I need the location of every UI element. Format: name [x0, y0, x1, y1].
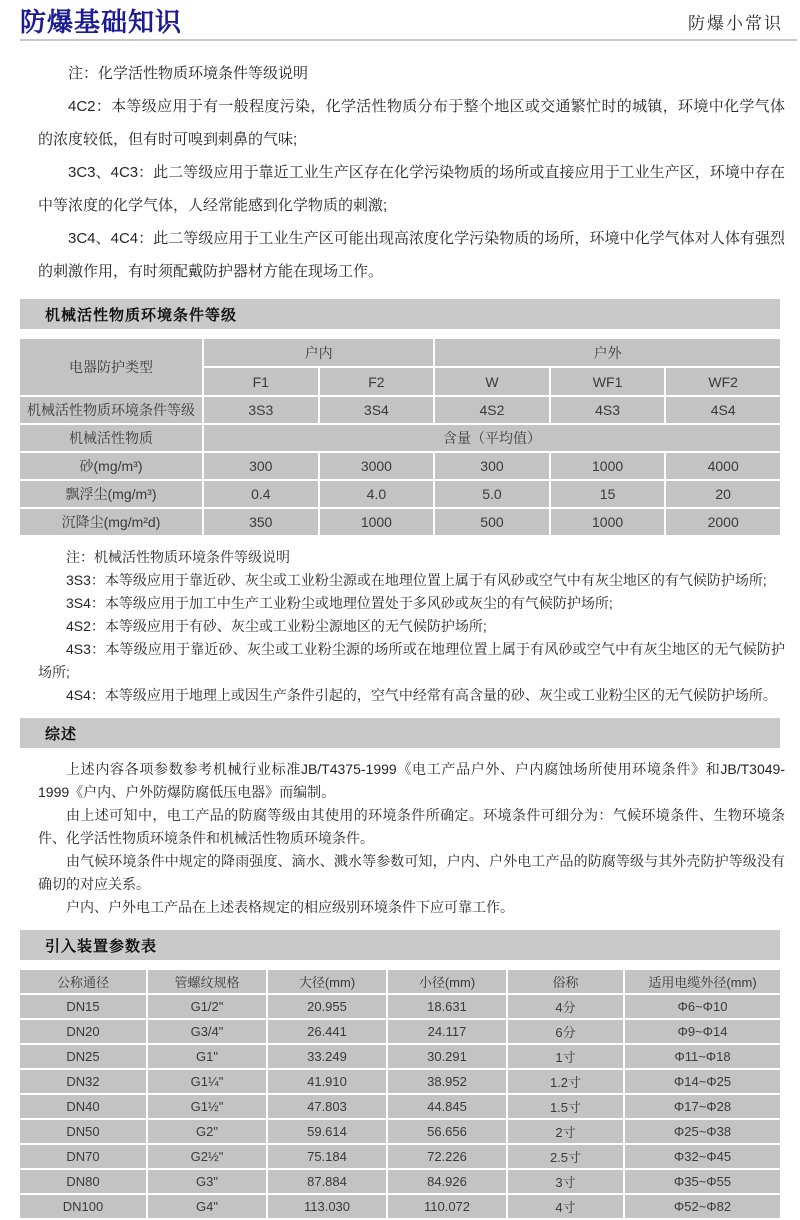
content-header-cell: 含量（平均值）: [204, 425, 780, 451]
value-cell: 4000: [666, 453, 780, 479]
type-col-cell: WF1: [551, 368, 665, 395]
cell: 3寸: [508, 1170, 623, 1193]
section-title-summary: 综述: [45, 725, 78, 743]
summary-paragraph: 户内、户外电工产品在上述表格规定的相应级别环境条件下应可靠工作。: [66, 899, 514, 915]
intro-block: [38, 57, 785, 288]
cell: Φ6~Φ10: [625, 995, 780, 1018]
cell: 26.441: [268, 1020, 386, 1043]
cell: 6分: [508, 1020, 623, 1043]
cell: G1½": [148, 1095, 266, 1118]
cell: G2": [148, 1120, 266, 1143]
table-header-row: [20, 970, 780, 993]
cell: 44.845: [388, 1095, 506, 1118]
grade-cell: 4S3: [551, 397, 665, 423]
header-cell: 小径(mm): [388, 970, 506, 993]
type-col-cell: WF2: [666, 368, 780, 395]
cell: Φ35~Φ55: [625, 1170, 780, 1193]
cell: 75.184: [268, 1145, 386, 1168]
table-row: [20, 453, 780, 479]
table-row: [20, 995, 780, 1018]
cell: DN20: [20, 1020, 146, 1043]
cell: Φ25~Φ38: [625, 1120, 780, 1143]
table-row: [20, 481, 780, 507]
cell: 33.249: [268, 1045, 386, 1068]
note-line: 3S3：本等级应用于靠近砂、灰尘或工业粉尘源或在地理位置上属于有风砂或空气中有灰尘地区的有气候防护场所;: [66, 572, 767, 588]
substance-header-cell: 机械活性物质: [20, 425, 202, 451]
intro-paragraph: 4C2：本等级应用于有一般程度污染，化学活性物质分布于整个地区或交通繁忙时的城镇，环境中化学气体的浓度较低，但有时可嗅到刺鼻的气味;: [38, 98, 785, 148]
section-bar-mech: [20, 299, 780, 329]
cell: DN50: [20, 1120, 146, 1143]
header-cell: 管螺纹规格: [148, 970, 266, 993]
cell: 1寸: [508, 1045, 623, 1068]
grade-label-cell: 机械活性物质环境条件等级: [20, 397, 202, 423]
header-cell: 适用电缆外径(mm): [625, 970, 780, 993]
value-cell: 0.4: [204, 481, 318, 507]
cell: 84.926: [388, 1170, 506, 1193]
cell: DN40: [20, 1095, 146, 1118]
value-cell: 3000: [320, 453, 434, 479]
value-cell: 2000: [666, 509, 780, 535]
cell: Φ11~Φ18: [625, 1045, 780, 1068]
cell: 2寸: [508, 1120, 623, 1143]
mech-env-table: [18, 337, 782, 537]
cell: G1": [148, 1045, 266, 1068]
cell: G1/2": [148, 995, 266, 1018]
value-cell: 4.0: [320, 481, 434, 507]
cell: DN70: [20, 1145, 146, 1168]
cell: 59.614: [268, 1120, 386, 1143]
summary-paragraph: 由上述可知中，电工产品的防腐等级由其使用的环境条件所确定。环境条件可细分为：气候环境条件、生物环境条件、化学活性物质环境条件和机械活性物质环境条件。: [38, 807, 785, 846]
grade-cell: 3S4: [320, 397, 434, 423]
page-subtitle: 防爆小常识: [688, 14, 783, 33]
cell: 47.803: [268, 1095, 386, 1118]
table-row: [20, 397, 780, 423]
cell: 2.5寸: [508, 1145, 623, 1168]
header-cell: 公称通径: [20, 970, 146, 993]
cell: Φ52~Φ82: [625, 1195, 780, 1218]
section-title-device: 引入装置参数表: [45, 937, 158, 955]
value-cell: 500: [435, 509, 549, 535]
intro-note: 注：化学活性物质环境条件等级说明: [68, 65, 309, 82]
cell: 24.117: [388, 1020, 506, 1043]
cell: G1¼": [148, 1070, 266, 1093]
cell: 30.291: [388, 1045, 506, 1068]
value-cell: 1000: [551, 453, 665, 479]
value-cell: 1000: [551, 509, 665, 535]
cell: Φ17~Φ28: [625, 1095, 780, 1118]
table-row: [20, 1170, 780, 1193]
cell: 4寸: [508, 1195, 623, 1218]
cell: DN15: [20, 995, 146, 1018]
note-line: 注：机械活性物质环境条件等级说明: [66, 549, 290, 565]
cell: DN25: [20, 1045, 146, 1068]
cell: 113.030: [268, 1195, 386, 1218]
value-cell: 300: [204, 453, 318, 479]
cell: Φ32~Φ45: [625, 1145, 780, 1168]
cell: G2½": [148, 1145, 266, 1168]
cell: Φ14~Φ25: [625, 1070, 780, 1093]
value-cell: 15: [551, 481, 665, 507]
cell: Φ9~Φ14: [625, 1020, 780, 1043]
cell: 110.072: [388, 1195, 506, 1218]
table-row: [20, 1120, 780, 1143]
summary-paragraph: 上述内容各项参数参考机械行业标准JB/T4375-1999《电工产品户外、户内腐蚀场所使用环境条件》和JB/T3049-1999《户内、户外防爆防腐低压电器》而编制。: [38, 761, 785, 800]
row-label-cell: 飘浮尘(mg/m³): [20, 481, 202, 507]
cell: 38.952: [388, 1070, 506, 1093]
intro-paragraph: 3C4、4C4：此二等级应用于工业生产区可能出现高浓度化学污染物质的场所，环境中化学气体对人体有强烈的刺激作用，有时须配戴防护器材方能在现场工作。: [38, 230, 785, 280]
outdoor-group-cell: 户外: [435, 339, 780, 366]
intro-paragraph: 3C3、4C3：此二等级应用于靠近工业生产区存在化学污染物质的场所或直接应用于工业生产区，环境中存在中等浓度的化学气体，人经常能感到化学物质的刺激;: [38, 164, 785, 214]
cell: 1.5寸: [508, 1095, 623, 1118]
cell: G3/4": [148, 1020, 266, 1043]
cell: 87.884: [268, 1170, 386, 1193]
table-row: [20, 339, 780, 366]
row-label-cell: 沉降尘(mg/m²d): [20, 509, 202, 535]
cell: G3": [148, 1170, 266, 1193]
cell: 18.631: [388, 995, 506, 1018]
mech-notes-block: [38, 546, 785, 707]
note-line: 3S4：本等级应用于加工中生产工业粉尘或地理位置处于多风砂或灰尘的有气候防护场所;: [66, 595, 613, 611]
section-bar-summary: [20, 718, 780, 748]
value-cell: 350: [204, 509, 318, 535]
grade-cell: 4S4: [666, 397, 780, 423]
table-row: [20, 1020, 780, 1043]
value-cell: 300: [435, 453, 549, 479]
value-cell: 5.0: [435, 481, 549, 507]
table-row: [20, 509, 780, 535]
table-row: [20, 425, 780, 451]
cell: DN100: [20, 1195, 146, 1218]
value-cell: 20: [666, 481, 780, 507]
page-title: 防爆基础知识: [20, 7, 183, 37]
table-row: [20, 1145, 780, 1168]
cell: DN32: [20, 1070, 146, 1093]
corner-cell: 电器防护类型: [20, 339, 202, 395]
type-col-cell: W: [435, 368, 549, 395]
section-title-mech: 机械活性物质环境条件等级: [45, 306, 238, 324]
cell: 41.910: [268, 1070, 386, 1093]
table-row: [20, 1195, 780, 1218]
device-param-table: [18, 968, 782, 1220]
table-row: [20, 1095, 780, 1118]
cell: 56.656: [388, 1120, 506, 1143]
header-cell: 大径(mm): [268, 970, 386, 993]
cell: 1.2寸: [508, 1070, 623, 1093]
cell: 20.955: [268, 995, 386, 1018]
row-label-cell: 砂(mg/m³): [20, 453, 202, 479]
table-row: [20, 1045, 780, 1068]
indoor-group-cell: 户内: [204, 339, 433, 366]
type-col-cell: F1: [204, 368, 318, 395]
type-col-cell: F2: [320, 368, 434, 395]
table-row: [20, 1070, 780, 1093]
section-bar-device: [20, 930, 780, 960]
note-line: 4S3：本等级应用于靠近砂、灰尘或工业粉尘源的场所或在地理位置上属于有风砂或空气中有灰尘地区的无气候防护场所;: [38, 641, 785, 680]
summary-block: [38, 758, 785, 919]
note-line: 4S2：本等级应用于有砂、灰尘或工业粉尘源地区的无气候防护场所;: [66, 618, 487, 634]
page-header: [20, 0, 797, 41]
cell: G4": [148, 1195, 266, 1218]
cell: 72.226: [388, 1145, 506, 1168]
note-line: 4S4：本等级应用于地理上或因生产条件引起的，空气中经常有高含量的砂、灰尘或工业粉尘区的无气候防护场所。: [66, 687, 777, 703]
value-cell: 1000: [320, 509, 434, 535]
cell: DN80: [20, 1170, 146, 1193]
summary-paragraph: 由气候环境条件中规定的降雨强度、滴水、溅水等参数可知，户内、户外电工产品的防腐等级与其外壳防护等级没有确切的对应关系。: [38, 853, 785, 892]
cell: 4分: [508, 995, 623, 1018]
grade-cell: 3S3: [204, 397, 318, 423]
header-cell: 俗称: [508, 970, 623, 993]
grade-cell: 4S2: [435, 397, 549, 423]
